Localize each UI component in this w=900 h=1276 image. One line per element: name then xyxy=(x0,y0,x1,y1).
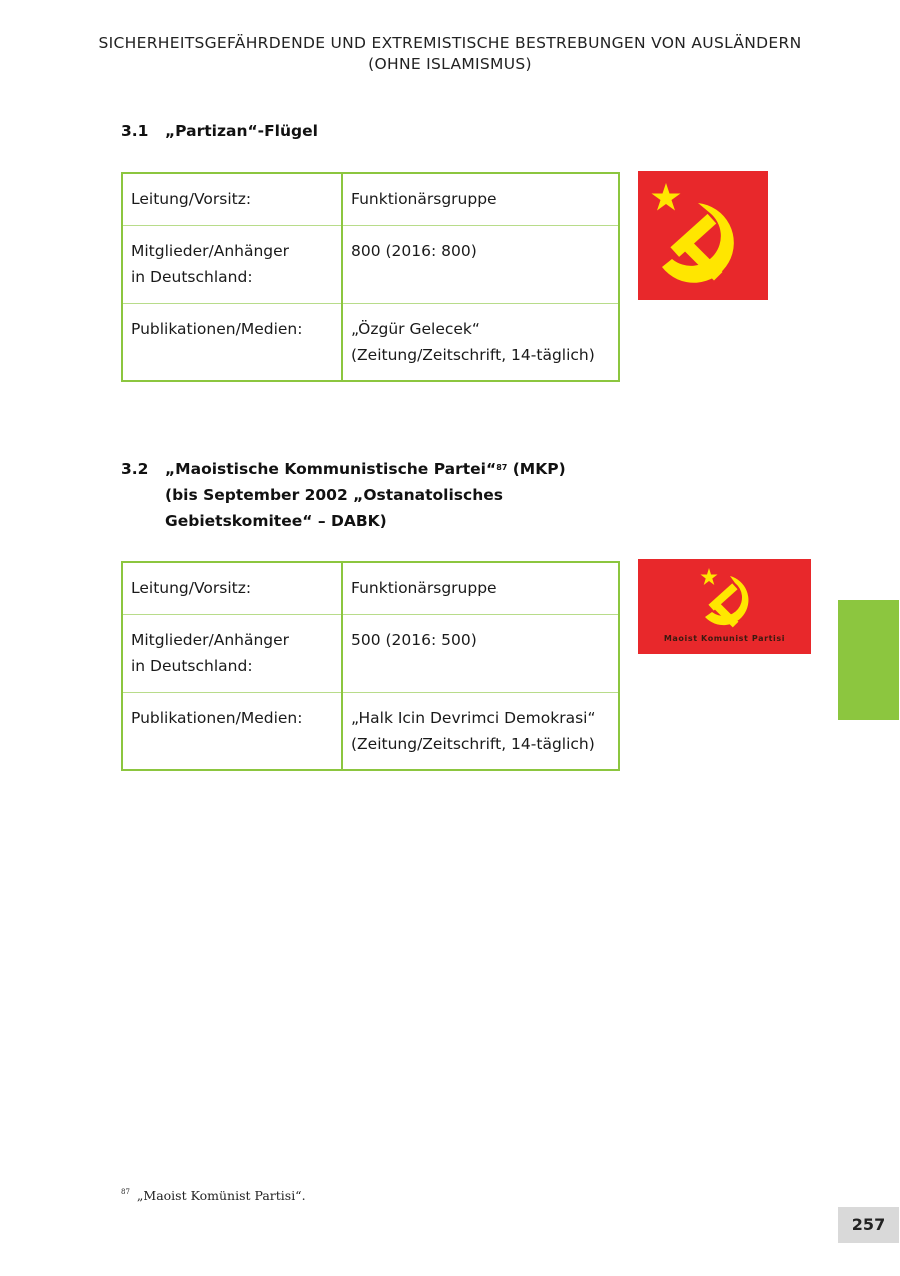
running-header xyxy=(0,33,900,75)
running-header-line1: SICHERHEITSGEFÄHRDENDE UND EXTREMISTISCHE BESTREBUNGEN VON AUSLÄNDERN xyxy=(98,34,802,52)
footnote-ref: 87 xyxy=(496,463,508,472)
table-row xyxy=(122,562,619,614)
section-title-line2: (bis September 2002 „Ostanatolisches xyxy=(165,486,503,504)
running-header-line2: (OHNE ISLAMISMUS) xyxy=(368,55,532,73)
table-row xyxy=(122,303,619,381)
row-label: Leitung/Vorsitz: xyxy=(122,173,342,225)
flag-caption: Maoist Komunist Partisi xyxy=(663,634,786,643)
footnote-text: „Maoist Komünist Partisi“. xyxy=(136,1188,306,1203)
section-number: 3.2 xyxy=(121,460,149,478)
row-value: 800 (2016: 800) xyxy=(342,225,619,303)
row-label: Publikationen/Medien: xyxy=(122,692,342,770)
row-label: Leitung/Vorsitz: xyxy=(122,562,342,614)
row-value: Funktionärsgruppe xyxy=(342,173,619,225)
row-label: Mitglieder/Anhänger in Deutschland: xyxy=(122,614,342,692)
table-row xyxy=(122,692,619,770)
footnote xyxy=(121,1188,306,1203)
section-3-2-heading xyxy=(121,456,566,534)
hammer-sickle-star-icon xyxy=(638,171,768,300)
section-title-line3: Gebietskomitee“ – DABK) xyxy=(165,512,387,530)
table-row xyxy=(122,225,619,303)
section-number: 3.1 xyxy=(121,122,149,140)
section-3-2-table xyxy=(121,561,620,771)
mkp-flag xyxy=(638,559,811,654)
section-3-1-table xyxy=(121,172,620,382)
row-value: „Halk Icin Devrimci Demokrasi“ (Zeitung/Zeitschrift, 14-täglich) xyxy=(342,692,619,770)
row-value: 500 (2016: 500) xyxy=(342,614,619,692)
section-title-line1: „Maoistische Kommunistische Partei“$^{87}$ (MKP) xyxy=(165,460,566,478)
table-row xyxy=(122,173,619,225)
row-label: Publikationen/Medien: xyxy=(122,303,342,381)
row-label: Mitglieder/Anhänger in Deutschland: xyxy=(122,225,342,303)
page-number: 257 xyxy=(838,1207,899,1243)
row-value: Funktionärsgruppe xyxy=(342,562,619,614)
footnote-number: 87 xyxy=(121,1188,130,1196)
table-row xyxy=(122,614,619,692)
row-value: „Özgür Gelecek“ (Zeitung/Zeitschrift, 14-täglich) xyxy=(342,303,619,381)
section-title: „Partizan“-Flügel xyxy=(165,122,318,140)
chapter-tab xyxy=(838,600,899,720)
partizan-flag xyxy=(638,171,768,300)
